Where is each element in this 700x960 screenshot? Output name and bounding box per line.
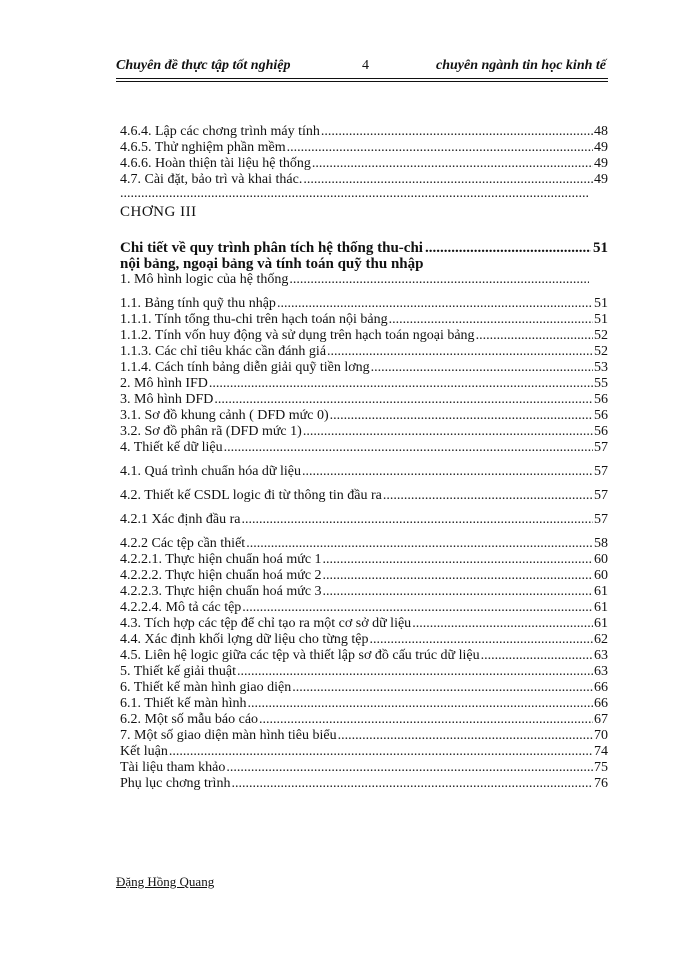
- toc-entry: 4.2.2.4. Mô tả các tệp ..... 61: [120, 600, 608, 616]
- toc-entry: 4.2. Thiết kế CSDL logic đi từ thông tin đầu ra ..... 57: [120, 488, 608, 504]
- toc-entry: 6. Thiết kế màn hình giao diện ..... 66: [120, 680, 608, 696]
- toc-entry: 4.2.2.3. Thực hiện chuẩn hoá mức 3 ..... 61: [120, 584, 608, 600]
- toc-entry: 2. Mô hình IFD ..... 55: [120, 376, 608, 392]
- header-page-number: 4: [362, 58, 369, 73]
- toc-entry: 4.2.2 Các tệp cần thiết ..... 58: [120, 536, 608, 552]
- toc-entry: 4. Thiết kế dữ liệu ..... 57: [120, 440, 608, 456]
- toc-entry: 4.6.4. Lập các chơng trình máy tính ..... 48: [120, 124, 608, 140]
- toc-entry: 4.5. Liên hệ logic giữa các tệp và thiết lập sơ đồ cấu trúc dữ liệu ..... 63: [120, 648, 608, 664]
- toc-entry: 4.2.2.2. Thực hiện chuẩn hoá mức 2 ..... 60: [120, 568, 608, 584]
- toc-entry: 1.1. Bảng tính quỹ thu nhập ..... 51: [120, 296, 608, 312]
- toc-entry: 1.1.4. Cách tính bảng diễn giải quỹ tiền lơng ..... 53: [120, 360, 608, 376]
- toc-entry: 4.7. Cài đặt, bảo trì và khai thác. ..... 49: [120, 172, 608, 188]
- toc-entry: 4.3. Tích hợp các tệp để chỉ tạo ra một cơ sở dữ liệu ..... 61: [120, 616, 608, 632]
- header-right-title: chuyên ngành tin học kinh tế: [436, 58, 606, 73]
- toc-entry: 6.2. Một số mẫu báo cáo ..... 67: [120, 712, 608, 728]
- footer-author: Đặng Hồng Quang: [116, 874, 215, 889]
- toc-entry: 4.2.1 Xác định đầu ra ..... 57: [120, 512, 608, 528]
- toc-entry: 4.1. Quá trình chuẩn hóa dữ liệu ..... 57: [120, 464, 608, 480]
- toc-entry: 3.2. Sơ đồ phân rã (DFD mức 1) ..... 56: [120, 424, 608, 440]
- toc-entry: 3. Mô hình DFD ..... 56: [120, 392, 608, 408]
- toc-entry: 1. Mô hình logic của hệ thống .....: [120, 272, 590, 288]
- toc-entry: Kết luận ..... 74: [120, 744, 608, 760]
- page-header: [116, 56, 606, 78]
- toc-entry: 1.1.2. Tính vốn huy động và sử dụng trên hạch toán ngoại bảng ..... 52: [120, 328, 608, 344]
- toc-entry: 5. Thiết kế giải thuật ..... 63: [120, 664, 608, 680]
- header-left-title: Chuyên đề thực tập tốt nghiệp: [116, 58, 291, 73]
- toc-entry: 1.1.3. Các chỉ tiêu khác cần đánh giá ..... 52: [120, 344, 608, 360]
- chapter-heading: CHƠNG III: [120, 204, 197, 220]
- chapter-title-entry: Chi tiết về quy trình phân tích hệ thống thu-chi ..... 51 nội bảng, ngoại bảng và tính toán quỹ thu nhập: [120, 240, 608, 272]
- toc-entry: 4.2.2.1. Thực hiện chuẩn hoá mức 1 ..... 60: [120, 552, 608, 568]
- dotted-separator: [120, 186, 588, 202]
- toc-entry: 4.6.5. Thử nghiệm phần mềm ..... 49: [120, 140, 608, 156]
- toc-entry: 7. Một số giao diện màn hình tiêu biểu ..... 70: [120, 728, 608, 744]
- header-rule: [116, 78, 608, 79]
- toc-entry: 4.4. Xác định khối lợng dữ liệu cho từng tệp ..... 62: [120, 632, 608, 648]
- toc-entry: 6.1. Thiết kế màn hình ..... 66: [120, 696, 608, 712]
- toc-entry: Phụ lục chơng trình ..... 76: [120, 776, 608, 792]
- toc-entry: Tài liệu tham khảo ..... 75: [120, 760, 608, 776]
- toc-entry: 1.1.1. Tính tổng thu-chi trên hạch toán nội bảng ..... 51: [120, 312, 608, 328]
- header-rule-thin: [116, 81, 608, 82]
- toc-entry: 4.6.6. Hoàn thiện tài liệu hệ thống ..... 49: [120, 156, 608, 172]
- toc-entry: 3.1. Sơ đồ khung cảnh ( DFD mức 0) ..... 56: [120, 408, 608, 424]
